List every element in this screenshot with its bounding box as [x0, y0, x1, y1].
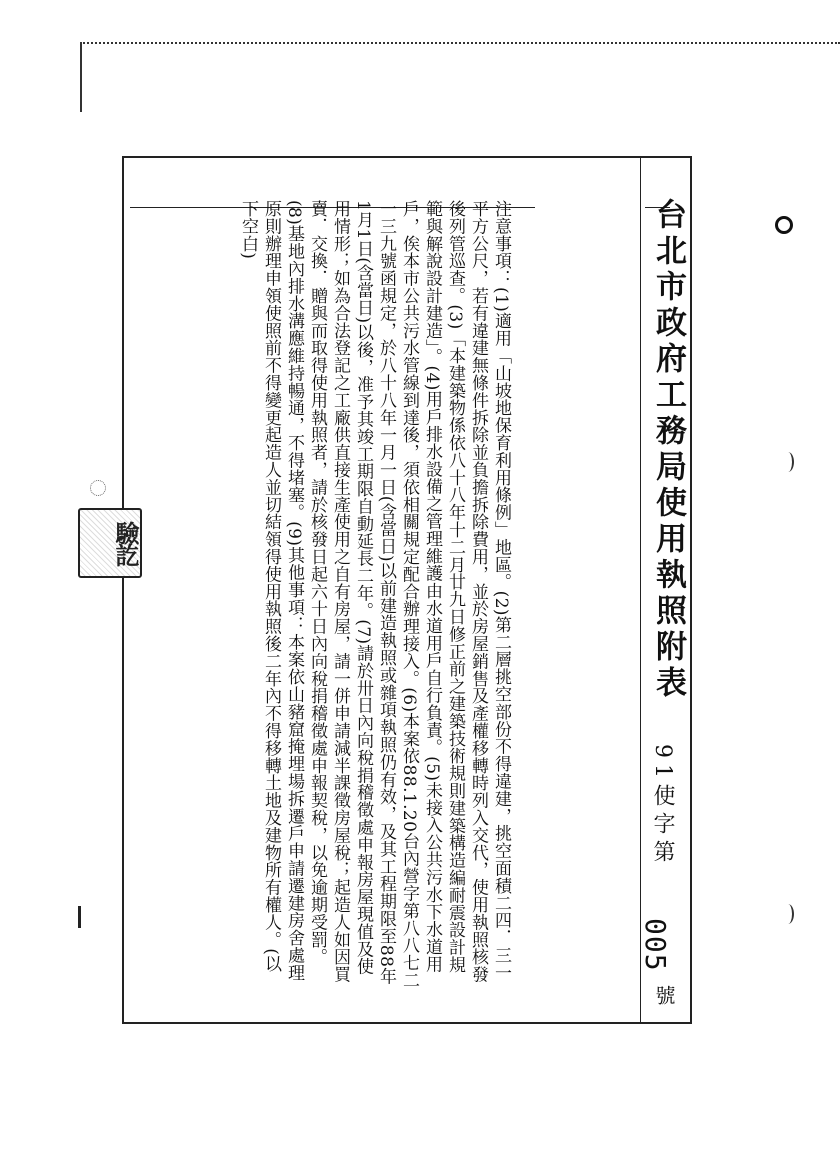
- punch-hole-mid: [782, 452, 794, 472]
- notes-body: (1)適用「山坡地保育利用條例」地區。(2)第二層挑空部份不得違建，挑空面積二四．三一平方公尺，若有違建無條件拆除並負擔拆除費用，並於房屋銷售及產權移轉時列入交代，使用執照核發後列管巡查。(3)「本建築物係依八十八年十二月廿九日修正前之建築技術規則建築構造編耐震設計規範與解說設計建造」。(4)用戶排水設備之管理維護由水道用戶自行負責。(5)未接入公共污水下水道用戶，俟本市公共污水管線到達後，須依相關規定配合辦理接入。(6)本案依88.1.20台內營字第八八七二一三九號函規定，於八十八年一月一日(含當日)以前建造執照或雜項執照仍有效，及其工程期限至88年1月1日(含當日)以後，准予其竣工期限自動延長二年。(7)請於卅日內向稅捐稽徵處申報房屋現值及使用情形；如為合法登記之工廠供直接生產使用之自有房屋，請一併申請減半課徵房屋稅；起造人如因買賣．交換．贈與而取得使用執照者，請於核發日起六十日內向稅捐稽徵處申報契稅，以免逾期受罰。(8)基地內排水溝應維持暢通，不得堵塞。(9)其他事項：本案依山豬窟掩埋場拆遷戶申請遷建房舍處理原則辦理申領使照前不得變更起造人並切結領得使用執照後二年內不得移轉土地及建物所有權人。(以下空白): [238, 200, 511, 989]
- notes-section: [238, 200, 512, 990]
- notes-heading: 注意事項：: [491, 200, 511, 287]
- margin-tick: [78, 906, 81, 928]
- ink-smudge: [90, 480, 106, 496]
- approval-stamp: 驗訖: [78, 508, 142, 578]
- title-column-divider: [640, 156, 641, 1024]
- punch-hole-top: [775, 216, 793, 234]
- license-suffix: 號: [652, 985, 676, 1005]
- scan-edge-top: [80, 42, 840, 44]
- punch-hole-bottom: [782, 904, 794, 924]
- license-number: 005: [639, 918, 672, 972]
- document-title: 台北市政府工務局使用執照附表: [650, 198, 686, 702]
- license-year-prefix: 91使字第: [650, 744, 675, 868]
- scan-edge-left: [80, 42, 82, 112]
